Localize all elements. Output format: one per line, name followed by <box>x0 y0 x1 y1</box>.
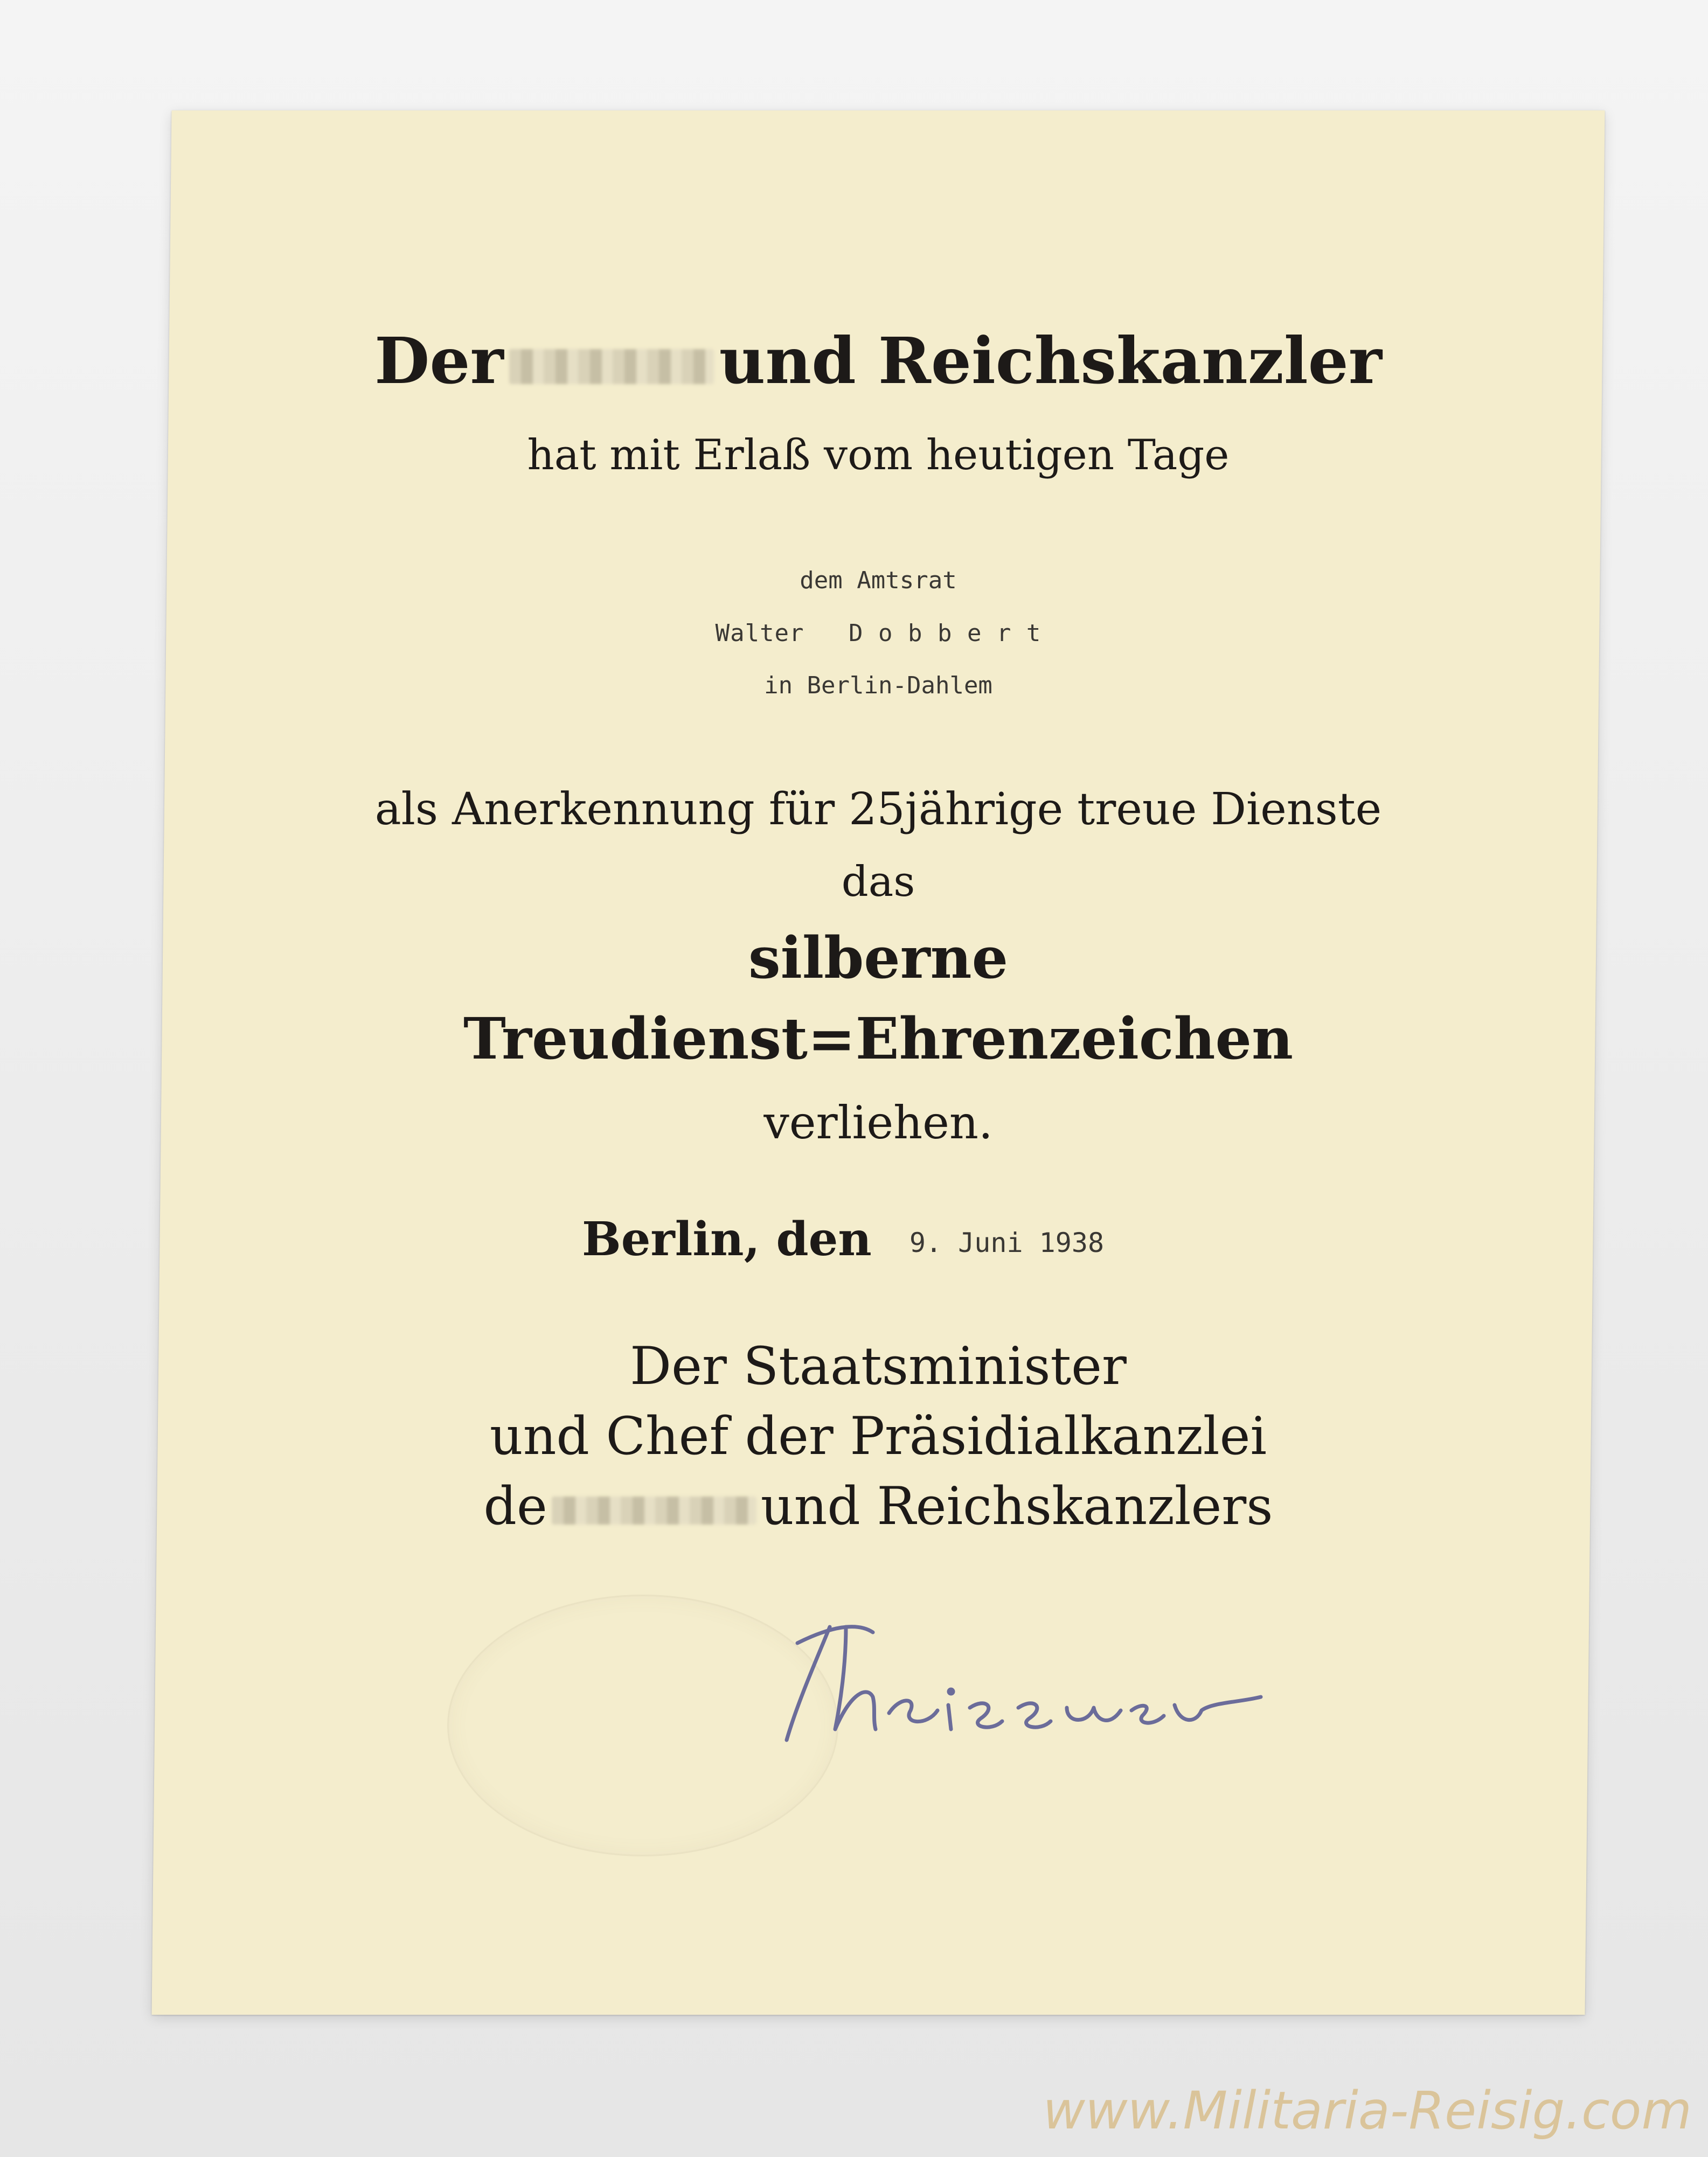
signatory-line-2: und Chef der Präsidialkanzlei <box>489 1406 1267 1466</box>
article-text: das <box>841 858 915 906</box>
signatory-line-3-left: de <box>483 1476 547 1536</box>
recipient-last-name: D o b b e r t <box>849 620 1042 647</box>
certificate-title <box>162 323 1595 398</box>
place-label: Berlin, den <box>582 1212 872 1267</box>
signatory-line-3-right: und Reichskanzlers <box>760 1476 1273 1536</box>
place-date <box>582 1212 1104 1267</box>
recipient-first-name: Walter <box>715 620 804 647</box>
verb-text: verliehen. <box>763 1096 993 1149</box>
signatory-line-3 <box>162 1476 1595 1536</box>
title-left: Der <box>374 323 504 398</box>
recognition-text: als Anerkennung für 25jährige treue Dienste <box>374 784 1382 835</box>
recipient-name <box>162 620 1595 647</box>
redacted-word <box>509 349 714 384</box>
date-value: 9. Juni 1938 <box>909 1227 1105 1258</box>
certificate-subtitle: hat mit Erlaß vom heutigen Tage <box>527 431 1230 479</box>
redacted-word <box>552 1497 756 1525</box>
recipient-prefix: dem Amtsrat <box>800 567 957 594</box>
award-line-1: silberne <box>748 924 1009 991</box>
recipient-city: in Berlin-Dahlem <box>764 672 992 699</box>
watermark: www.Militaria-Reisig.com <box>1043 2081 1692 2141</box>
award-line-2: Treudienst=Ehrenzeichen <box>463 1005 1294 1072</box>
signature <box>765 1595 1272 1756</box>
signatory-line-1: Der Staatsminister <box>630 1336 1127 1396</box>
title-right: und Reichskanzler <box>719 323 1382 398</box>
